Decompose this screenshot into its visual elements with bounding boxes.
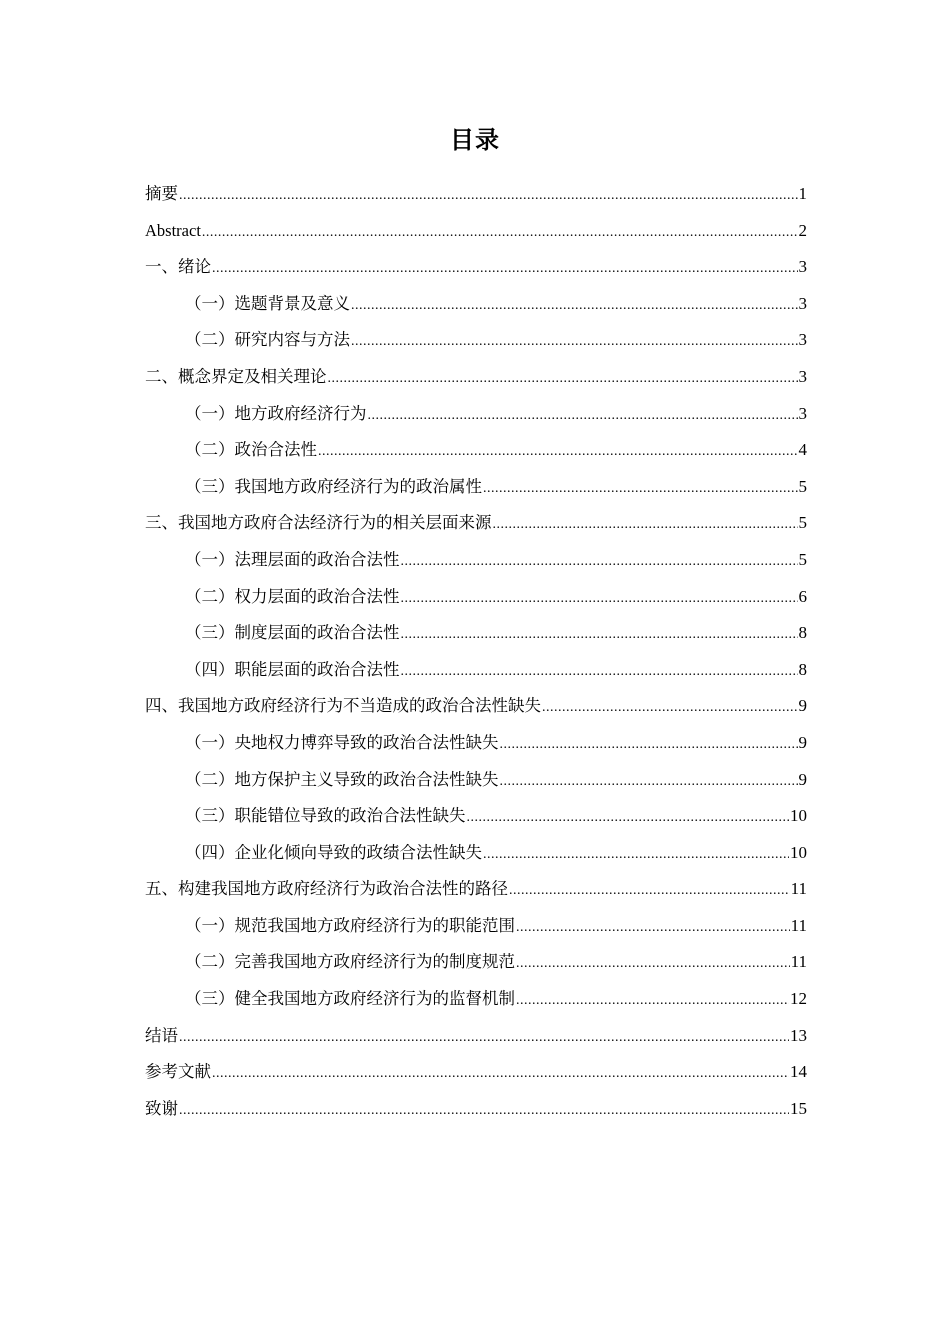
toc-entry[interactable]: [145, 542, 807, 579]
dot-leader: [500, 764, 798, 801]
toc-entry-label: 五、构建我国地方政府经济行为政治合法性的路径: [145, 879, 508, 899]
toc-entry[interactable]: [145, 505, 807, 542]
dot-leader: [318, 434, 798, 471]
dot-leader: [516, 910, 790, 947]
dot-leader: [483, 471, 798, 508]
toc-entry-page: 11: [790, 915, 807, 935]
toc-entry-label: 参考文献: [145, 1062, 211, 1082]
toc-entry-label: （四）企业化倾向导致的政绩合法性缺失: [185, 842, 482, 862]
dot-leader: [368, 398, 798, 435]
toc-entry-page: 3: [798, 293, 807, 313]
toc-entry-page: 5: [798, 513, 807, 533]
dot-leader: [483, 837, 789, 874]
toc-entry[interactable]: [145, 688, 807, 725]
dot-leader: [179, 1093, 789, 1130]
table-of-contents: [145, 176, 807, 1127]
toc-entry[interactable]: [145, 762, 807, 799]
toc-entry[interactable]: [145, 359, 807, 396]
toc-entry[interactable]: [145, 725, 807, 762]
toc-entry[interactable]: [145, 469, 807, 506]
dot-leader: [516, 946, 790, 983]
toc-entry-label: （二）完善我国地方政府经济行为的制度规范: [185, 952, 515, 972]
toc-entry-label: （三）职能错位导致的政治合法性缺失: [185, 806, 466, 826]
toc-entry-label: 一、绪论: [145, 257, 211, 277]
toc-entry[interactable]: [145, 322, 807, 359]
dot-leader: [401, 617, 798, 654]
toc-entry-page: 3: [798, 366, 807, 386]
toc-entry-page: 10: [790, 806, 807, 826]
toc-entry-page: 10: [790, 842, 807, 862]
toc-entry-label: （一）地方政府经济行为: [185, 403, 367, 423]
toc-entry-page: 6: [798, 586, 807, 606]
dot-leader: [401, 654, 798, 691]
toc-entry[interactable]: [145, 396, 807, 433]
toc-entry-page: 14: [790, 1062, 807, 1082]
dot-leader: [516, 983, 789, 1020]
toc-title: 目录: [450, 126, 500, 154]
dot-leader: [179, 1020, 789, 1057]
toc-entry-page: 8: [798, 623, 807, 643]
dot-leader: [401, 581, 798, 618]
toc-entry[interactable]: [145, 615, 807, 652]
toc-entry[interactable]: [145, 652, 807, 689]
toc-entry-label: 致谢: [145, 1098, 178, 1118]
dot-leader: [212, 1056, 789, 1093]
toc-entry-label: （二）地方保护主义导致的政治合法性缺失: [185, 769, 499, 789]
dot-leader: [500, 727, 798, 764]
toc-entry-label: （一）选题背景及意义: [185, 293, 350, 313]
dot-leader: [542, 690, 798, 727]
toc-entry[interactable]: [145, 432, 807, 469]
dot-leader: [202, 215, 798, 252]
dot-leader: [328, 361, 798, 398]
dot-leader: [467, 800, 790, 837]
toc-entry-label: （二）政治合法性: [185, 440, 317, 460]
toc-entry-page: 15: [790, 1098, 807, 1118]
toc-entry[interactable]: [145, 213, 807, 250]
toc-entry[interactable]: [145, 981, 807, 1018]
dot-leader: [493, 507, 798, 544]
toc-entry-label: 四、我国地方政府经济行为不当造成的政治合法性缺失: [145, 696, 541, 716]
toc-entry-page: 11: [790, 879, 807, 899]
toc-entry-page: 13: [790, 1025, 807, 1045]
toc-entry-page: 8: [798, 659, 807, 679]
toc-entry[interactable]: [145, 871, 807, 908]
dot-leader: [401, 544, 798, 581]
dot-leader: [351, 288, 798, 325]
toc-entry[interactable]: [145, 249, 807, 286]
dot-leader: [509, 873, 790, 910]
toc-entry-label: 摘要: [145, 184, 178, 203]
toc-entry-label: 结语: [145, 1025, 178, 1045]
toc-entry-label: （一）规范我国地方政府经济行为的职能范围: [185, 915, 515, 935]
toc-entry[interactable]: [145, 908, 807, 945]
toc-entry[interactable]: [145, 798, 807, 835]
toc-entry[interactable]: [145, 286, 807, 323]
toc-entry-label: （三）制度层面的政治合法性: [185, 623, 400, 643]
toc-entry-label: （二）研究内容与方法: [185, 330, 350, 350]
toc-entry[interactable]: [145, 1018, 807, 1055]
dot-leader: [212, 251, 798, 288]
toc-entry[interactable]: [145, 944, 807, 981]
toc-entry-page: 5: [798, 549, 807, 569]
toc-entry[interactable]: [145, 835, 807, 872]
dot-leader: [179, 178, 798, 215]
toc-entry-page: 9: [798, 696, 807, 716]
toc-entry-label: （一）央地权力博弈导致的政治合法性缺失: [185, 732, 499, 752]
toc-entry-label: （三）健全我国地方政府经济行为的监督机制: [185, 989, 515, 1009]
toc-entry-label: 三、我国地方政府合法经济行为的相关层面来源: [145, 513, 492, 533]
toc-entry-page: 12: [790, 989, 807, 1009]
toc-entry[interactable]: [145, 579, 807, 616]
toc-entry-label: （二）权力层面的政治合法性: [185, 586, 400, 606]
toc-entry-label: 二、概念界定及相关理论: [145, 366, 327, 386]
toc-entry-page: 3: [798, 257, 807, 277]
toc-entry-page: 9: [798, 732, 807, 752]
toc-entry-label: （一）法理层面的政治合法性: [185, 549, 400, 569]
toc-entry[interactable]: [145, 1054, 807, 1091]
toc-entry-page: 2: [798, 220, 807, 240]
toc-entry-label: Abstract: [145, 220, 201, 240]
toc-entry-page: 9: [798, 769, 807, 789]
toc-entry[interactable]: [145, 176, 807, 213]
toc-entry-page: 3: [798, 403, 807, 423]
dot-leader: [351, 324, 798, 361]
toc-entry-page: 5: [798, 476, 807, 496]
toc-entry-label: （四）职能层面的政治合法性: [185, 659, 400, 679]
toc-entry-label: （三）我国地方政府经济行为的政治属性: [185, 476, 482, 496]
toc-entry-page: 4: [798, 440, 807, 460]
toc-entry-page: 11: [790, 952, 807, 972]
toc-entry-page: 3: [798, 330, 807, 350]
toc-entry-page: 1: [798, 184, 807, 203]
toc-entry[interactable]: [145, 1091, 807, 1128]
